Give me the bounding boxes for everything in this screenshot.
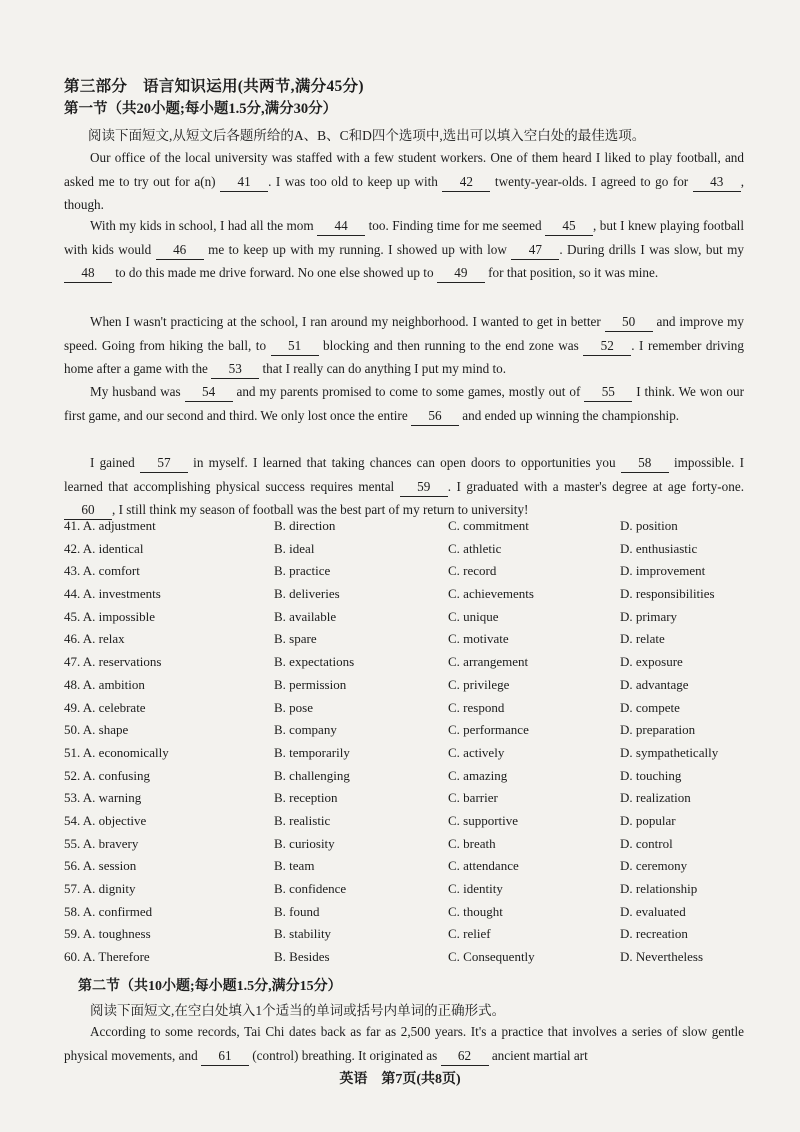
text-segment: that I really can do anything I put my mind to.	[259, 361, 507, 376]
option-b: B. stability	[274, 926, 332, 942]
text-segment: According to some records, Tai Chi dates back as far as 2,500 years. It's a practice that involves a series of slow gentle physical movements, and	[64, 1024, 744, 1063]
blank-60: 60	[64, 501, 112, 520]
blank-57: 57	[140, 454, 188, 473]
text-segment: My husband was	[90, 384, 185, 399]
passage-paragraph-4	[64, 380, 744, 427]
option-d: D. advantage	[620, 676, 689, 692]
option-a: 51. A. economically	[64, 744, 169, 760]
option-b: B. realistic	[274, 812, 331, 828]
option-b: B. team	[274, 858, 315, 874]
blank-53: 53	[211, 360, 259, 379]
option-b: B. ideal	[274, 540, 315, 556]
option-row	[64, 518, 764, 541]
option-c: C. motivate	[448, 631, 509, 647]
option-d: D. improvement	[620, 563, 706, 579]
option-b: B. direction	[274, 518, 336, 533]
option-b: B. found	[274, 903, 320, 919]
option-row	[64, 904, 764, 927]
option-d: D. Nevertheless	[620, 949, 704, 965]
text-segment: , I still think my season of football was the best part of my return to university!	[112, 502, 529, 517]
option-d: D. control	[620, 835, 673, 851]
blank-54: 54	[185, 383, 233, 402]
section2-instruction: 阅读下面短文,在空白处填入1个适当的单词或括号内单词的正确形式。	[90, 1003, 506, 1018]
option-a: 45. A. impossible	[64, 608, 156, 624]
text-segment: for that position, so it was mine.	[484, 265, 659, 280]
option-b: B. temporarily	[274, 744, 350, 760]
text-segment: and ended up winning the championship.	[458, 407, 680, 423]
option-b: B. pose	[274, 699, 313, 715]
text-segment: (control) breathing. It originated as	[248, 1047, 441, 1063]
option-a: 59. A. toughness	[64, 926, 151, 942]
option-c: C. barrier	[448, 790, 498, 806]
option-c: C. attendance	[448, 858, 519, 874]
option-b: B. curiosity	[274, 835, 335, 851]
blank-62: 62	[441, 1047, 489, 1066]
option-b: B. challenging	[274, 767, 350, 783]
option-row	[64, 654, 764, 677]
option-d: D. ceremony	[620, 858, 688, 874]
option-c: C. supportive	[448, 812, 519, 828]
option-c: C. commitment	[448, 518, 529, 533]
option-d: D. compete	[620, 699, 680, 715]
option-d: D. evaluated	[620, 903, 686, 919]
text-segment: . I graduated with a master's degree at age forty-one.	[447, 478, 744, 494]
option-a: 55. A. bravery	[64, 835, 139, 851]
blank-56: 56	[411, 407, 459, 426]
blank-46: 46	[156, 241, 204, 260]
option-d: D. enthusiastic	[620, 540, 698, 556]
text-segment: too. Finding time for me seemed	[365, 218, 546, 233]
blank-58: 58	[621, 454, 669, 473]
blank-44: 44	[317, 217, 365, 236]
text-segment: blocking and then running to the end zone was	[318, 337, 584, 353]
option-a: 52. A. confusing	[64, 767, 150, 783]
option-b: B. company	[274, 722, 337, 738]
text-segment: twenty-year-olds. I agreed to go for	[490, 173, 693, 189]
option-row	[64, 700, 764, 723]
option-a: 42. A. identical	[64, 540, 144, 556]
option-a: 57. A. dignity	[64, 881, 136, 896]
option-c: C. unique	[448, 608, 499, 624]
blank-49: 49	[437, 264, 485, 283]
option-a: 50. A. shape	[64, 722, 129, 738]
option-c: C. record	[448, 563, 497, 579]
option-c: C. amazing	[448, 767, 508, 783]
option-d: D. primary	[620, 608, 678, 624]
option-d: D. popular	[620, 812, 676, 828]
option-d: D. preparation	[620, 722, 696, 738]
text-segment: I gained	[90, 455, 140, 470]
option-d: D. touching	[620, 767, 682, 783]
option-d: D. responsibilities	[620, 586, 715, 602]
blank-52: 52	[583, 337, 631, 356]
option-c: C. relief	[448, 926, 491, 942]
option-row	[64, 813, 764, 836]
blank-41: 41	[220, 173, 268, 192]
option-b: B. practice	[274, 563, 331, 579]
option-row	[64, 949, 764, 972]
option-row	[64, 586, 764, 609]
blank-42: 42	[442, 173, 490, 192]
option-b: B. Besides	[274, 949, 330, 965]
blank-61: 61	[201, 1047, 249, 1066]
option-b: B. expectations	[274, 654, 355, 670]
option-row	[64, 836, 764, 859]
option-row	[64, 631, 764, 654]
text-segment: . I remember driving home after a game with the	[64, 337, 744, 376]
option-b: B. permission	[274, 676, 347, 692]
option-a: 49. A. celebrate	[64, 699, 146, 715]
option-row	[64, 677, 764, 700]
text-segment: and improve my speed. Going from hiking the ball, to	[64, 314, 744, 353]
option-c: C. Consequently	[448, 949, 535, 965]
option-a: 43. A. comfort	[64, 563, 140, 579]
text-segment: , but I knew playing football with kids would	[64, 218, 745, 257]
blank-59: 59	[400, 478, 448, 497]
option-b: B. confidence	[274, 881, 347, 896]
option-d: D. relate	[620, 631, 665, 647]
option-b: B. deliveries	[274, 586, 340, 602]
option-b: B. reception	[274, 790, 338, 806]
option-row	[64, 881, 764, 904]
option-d: D. sympathetically	[620, 744, 719, 760]
option-a: 54. A. objective	[64, 812, 147, 828]
text-segment: , though.	[64, 173, 744, 212]
text-segment: Our office of the local university was staffed with a few student workers. One of them heard I liked to play football, and asked me to try out for a(n)	[64, 150, 744, 189]
option-c: C. breath	[448, 835, 496, 851]
part-title: 第三部分 语言知识运用(共两节,满分45分)	[64, 78, 364, 95]
text-segment: . During drills I was slow, but my	[559, 241, 744, 257]
option-c: C. achievements	[448, 586, 534, 602]
passage-paragraph-5	[64, 451, 744, 522]
option-d: D. recreation	[620, 926, 688, 942]
option-c: C. actively	[448, 744, 505, 760]
option-c: C. respond	[448, 699, 505, 715]
section2-paragraph	[64, 1020, 744, 1067]
text-segment: to do this made me drive forward. No one else showed up to	[112, 265, 437, 280]
text-segment: and my parents promised to come to some games, mostly out of	[232, 384, 585, 399]
option-c: C. identity	[448, 881, 503, 896]
blank-45: 45	[545, 217, 593, 236]
blank-48: 48	[64, 264, 112, 283]
option-a: 48. A. ambition	[64, 676, 145, 692]
page-footer: 英语 第7页(共8页)	[339, 1072, 461, 1087]
option-row	[64, 858, 764, 881]
option-d: D. position	[620, 518, 678, 533]
text-segment: ancient martial art	[488, 1047, 588, 1063]
option-row	[64, 768, 764, 791]
option-b: B. spare	[274, 631, 317, 647]
option-c: C. performance	[448, 722, 529, 738]
passage-paragraph-3	[64, 310, 744, 381]
option-a: 41. A. adjustment	[64, 518, 156, 533]
option-c: C. privilege	[448, 676, 510, 692]
option-c: C. arrangement	[448, 654, 529, 670]
option-a: 47. A. reservations	[64, 654, 162, 670]
option-row	[64, 745, 764, 768]
section1-instruction: 阅读下面短文,从短文后各题所给的A、B、C和D四个选项中,选出可以填入空白处的最佳选项。	[88, 128, 646, 143]
passage-paragraph-2	[64, 214, 744, 285]
option-c: C. thought	[448, 903, 503, 919]
option-a: 44. A. investments	[64, 586, 161, 602]
option-a: 53. A. warning	[64, 790, 142, 806]
option-row	[64, 541, 764, 564]
option-a: 58. A. confirmed	[64, 903, 153, 919]
text-segment: With my kids in school, I had all the mom	[90, 218, 318, 233]
option-c: C. athletic	[448, 540, 502, 556]
text-segment: me to keep up with my running. I showed up with low	[203, 241, 512, 257]
options-list	[64, 518, 764, 972]
blank-51: 51	[271, 337, 319, 356]
option-row	[64, 722, 764, 745]
option-a: 60. A. Therefore	[64, 949, 150, 965]
section2-title: 第二节（共10小题;每小题1.5分,满分15分）	[78, 979, 342, 994]
blank-55: 55	[584, 383, 632, 402]
option-d: D. relationship	[620, 881, 698, 896]
option-row	[64, 563, 764, 586]
passage-paragraph-1	[64, 146, 744, 217]
option-row	[64, 790, 764, 813]
option-a: 46. A. relax	[64, 631, 125, 647]
blank-50: 50	[605, 313, 653, 332]
blank-47: 47	[511, 241, 559, 260]
option-b: B. available	[274, 608, 337, 624]
section1-title: 第一节（共20小题;每小题1.5分,满分30分）	[64, 101, 338, 117]
option-a: 56. A. session	[64, 858, 137, 874]
text-segment: I think. We won our first game, and our second and third. We only lost once the entire	[64, 384, 744, 423]
option-d: D. exposure	[620, 654, 683, 670]
option-row	[64, 609, 764, 632]
text-segment: impossible. I learned that accomplishing physical success requires mental	[64, 455, 745, 494]
text-segment: in myself. I learned that taking chances can open doors to opportunities you	[187, 455, 621, 470]
option-d: D. realization	[620, 790, 691, 806]
text-segment: When I wasn't practicing at the school, I ran around my neighborhood. I wanted to get in better	[90, 314, 605, 329]
blank-43: 43	[693, 173, 741, 192]
option-row	[64, 926, 764, 949]
text-segment: . I was too old to keep up with	[268, 173, 443, 189]
